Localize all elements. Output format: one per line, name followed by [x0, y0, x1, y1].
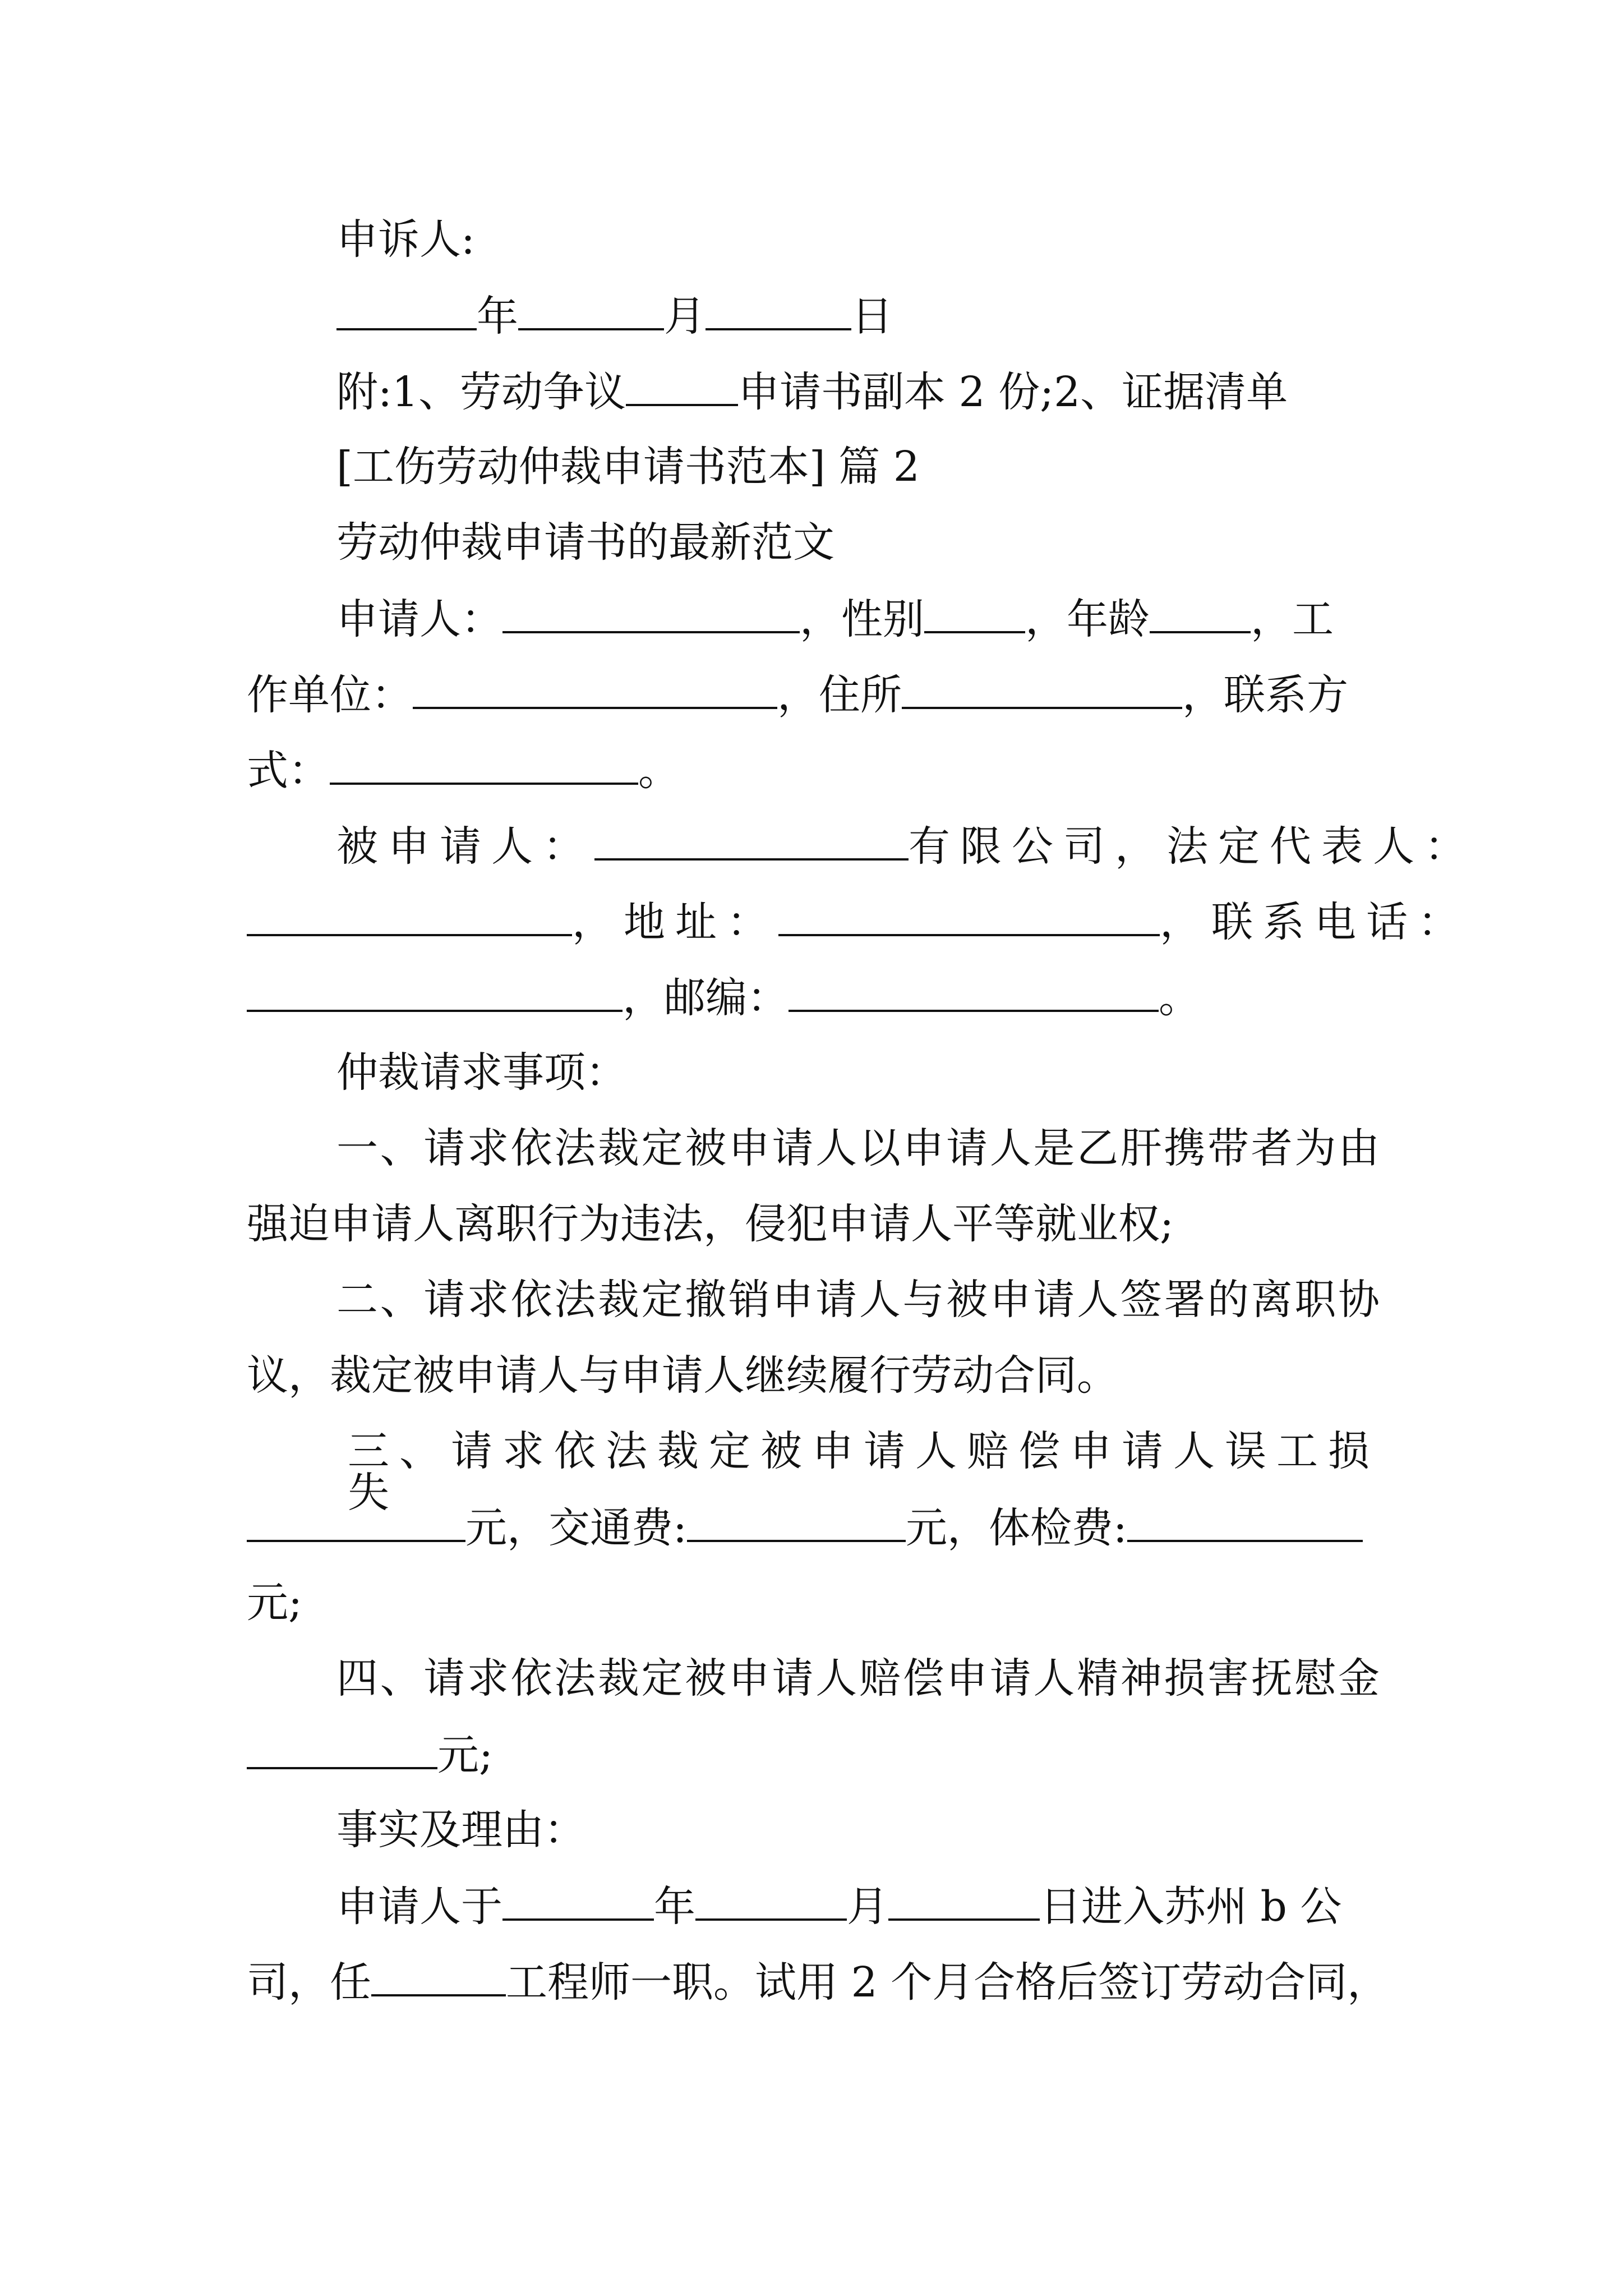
line-facts-heading — [336, 1806, 1380, 1860]
attachment-text-2: 申请书副本 2 份;2、证据清单 — [738, 368, 1288, 416]
month-label: 月 — [847, 1883, 888, 1931]
line-contact — [247, 749, 1380, 799]
facts-heading: 事实及理由： — [336, 1806, 585, 1854]
attachment-text: 附:1、劳动争议 — [336, 368, 626, 416]
contact-label-start: ，联系方 — [1182, 671, 1348, 719]
claim-2-text-cont: 议，裁定被申请人与申请人继续履行劳动合同。 — [247, 1351, 1118, 1400]
blank-phone — [247, 976, 623, 1012]
line-facts-2 — [247, 1958, 1389, 2011]
period: 。 — [638, 747, 680, 795]
blank-postcode — [789, 976, 1159, 1012]
contact-label-end: 式： — [247, 747, 330, 795]
company-legal-rep-label: 有限公司，法定代表人： — [909, 822, 1476, 871]
phone-label: ，联系电话： — [1160, 898, 1469, 946]
claim-1-text-cont: 强迫申请人离职行为违法，侵犯申请人平等就业权; — [247, 1200, 1174, 1248]
line-applicant — [336, 597, 1380, 648]
line-workplace — [247, 673, 1380, 724]
blank-attachment — [626, 370, 738, 406]
line-facts-1 — [336, 1885, 1380, 1935]
line-claim-2a — [336, 1276, 1380, 1329]
line-title — [336, 518, 1380, 572]
claim-4-text: 四、请求依法裁定被申请人赔偿申请人精神损害抚慰金 — [336, 1654, 1380, 1703]
claim-2-text: 二、请求依法裁定撤销申请人与被申请人签署的离职协 — [336, 1276, 1380, 1324]
period: 。 — [1159, 974, 1200, 1022]
blank-position — [371, 1961, 506, 1996]
company-text: 日进入苏州 b 公 — [1040, 1883, 1342, 1931]
complainant-label: 申诉人: — [336, 215, 475, 264]
claims-heading: 仲裁请求事项： — [336, 1048, 627, 1097]
applicant-joined-text: 申请人于 — [336, 1883, 502, 1931]
blank-age — [1150, 597, 1251, 633]
claim-3-text: 三、请求依法裁定被申请人赔偿申请人误工损失 — [348, 1427, 1380, 1517]
line-claim-1b — [247, 1200, 1380, 1254]
address-label: ，地址： — [572, 898, 778, 946]
medical-exam-label: 元，体检费: — [905, 1504, 1127, 1552]
postcode-label: ，邮编： — [623, 974, 789, 1022]
section-heading: [工伤劳动仲裁申请书范本] 篇 2 — [336, 443, 920, 491]
line-claim-3c — [247, 1579, 1380, 1632]
month-label: 月 — [664, 292, 706, 341]
blank-respondent — [594, 825, 909, 861]
line-postcode — [247, 976, 1380, 1027]
line-claim-3b — [247, 1506, 1380, 1557]
line-claim-2b — [247, 1351, 1380, 1405]
line-claim-1a — [336, 1124, 1380, 1178]
blank-medical-exam — [1127, 1506, 1363, 1542]
year-label: 年 — [477, 292, 518, 341]
transport-label: 元，交通费: — [465, 1504, 687, 1552]
line-claims-heading — [336, 1048, 1380, 1102]
line-respondent — [336, 822, 1476, 875]
blank-join-day — [888, 1885, 1040, 1921]
blank-gender — [924, 597, 1025, 633]
residence-label: ，住所 — [777, 671, 902, 719]
day-label: 日 — [851, 292, 893, 341]
blank-join-year — [502, 1885, 654, 1921]
yuan-label: 元; — [437, 1731, 493, 1779]
document-title: 劳动仲裁申请书的最新范文 — [336, 518, 834, 567]
respondent-label: 被申请人： — [336, 822, 594, 871]
blank-transport — [687, 1506, 906, 1542]
line-claim-3a — [348, 1427, 1380, 1517]
blank-workplace — [413, 673, 777, 709]
gender-label: ，性别 — [800, 595, 924, 643]
blank-year — [336, 295, 477, 330]
line-claim-4b — [247, 1733, 1380, 1784]
blank-join-month — [695, 1885, 847, 1921]
blank-mental-damages — [247, 1733, 437, 1769]
work-label-start: ，工 — [1251, 595, 1334, 643]
line-section-heading — [336, 443, 1380, 496]
probation-text: 工程师一职。试用 2 个月合格后签订劳动合同， — [506, 1958, 1389, 2007]
line-complainant — [336, 215, 1380, 269]
blank-applicant — [502, 597, 800, 633]
blank-residence — [902, 673, 1182, 709]
blank-legal-rep — [247, 900, 572, 936]
age-label: ，年龄 — [1025, 595, 1150, 643]
blank-address — [778, 900, 1160, 936]
line-claim-4a — [336, 1654, 1380, 1708]
position-label: 司，任 — [247, 1958, 371, 2007]
blank-month — [518, 295, 664, 330]
yuan-label: 元; — [247, 1579, 302, 1627]
line-attachment — [336, 370, 1380, 421]
claim-1-text: 一、请求依法裁定被申请人以申请人是乙肝携带者为由 — [336, 1124, 1380, 1172]
workplace-label: 作单位： — [247, 671, 413, 719]
blank-contact — [330, 749, 638, 785]
blank-lost-wages — [247, 1506, 465, 1542]
line-date — [336, 292, 1380, 345]
year-label: 年 — [654, 1883, 695, 1931]
line-address — [247, 898, 1469, 951]
blank-day — [706, 295, 851, 330]
applicant-label: 申请人： — [336, 595, 502, 643]
